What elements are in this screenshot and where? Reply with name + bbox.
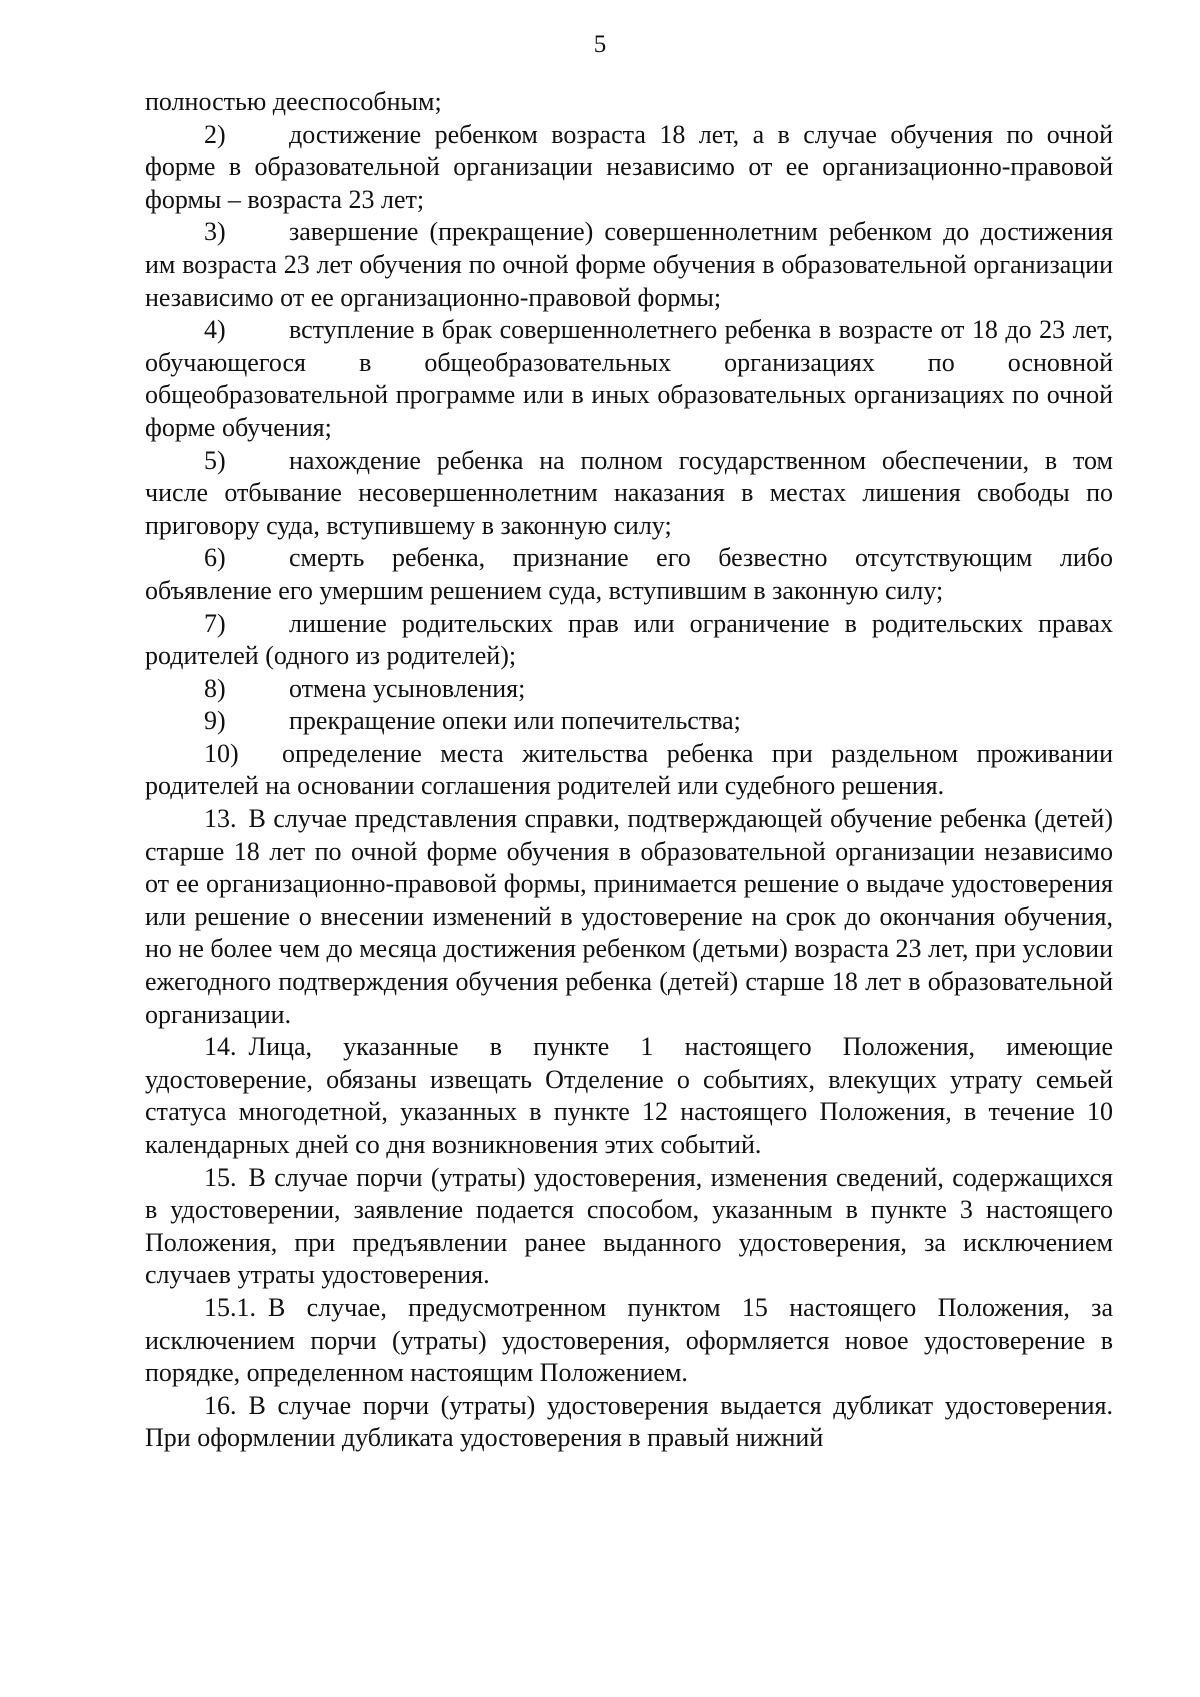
- paragraph-text: полностью дееспособным;: [145, 87, 442, 116]
- document-body: [145, 86, 1113, 1455]
- item-text: определение места жительства ребенка при раздельном проживании родителей на основании соглашения родителей или судебного решения.: [145, 738, 1113, 801]
- page-number: 5: [593, 31, 607, 58]
- item-text: вступление в брак совершеннолетнего ребенка в возрасте от 18 до 23 лет, обучающегося в общеобразовательных организациях по основной общеобразовательной программе или в иных образовательных организациях по очной форме обучения;: [145, 315, 1113, 442]
- item-text: прекращение опеки или попечительства;: [289, 706, 741, 736]
- list-item-7: [145, 608, 1113, 673]
- clause-text: В случае порчи (утраты) удостоверения выдается дубликат удостоверения. При оформлении дубликата удостоверения в правый нижний: [145, 1390, 1113, 1453]
- item-number: 10): [204, 738, 239, 768]
- clause-number: 16.: [204, 1390, 237, 1420]
- item-number: 4): [204, 315, 226, 345]
- list-item-2: [145, 119, 1113, 217]
- list-item-6: [145, 542, 1113, 607]
- list-item-10: [145, 738, 1113, 803]
- item-text: смерть ребенка, признание его безвестно отсутствующим либо объявление его умершим решением суда, вступившим в законную силу;: [145, 543, 1113, 605]
- item-number: 5): [204, 445, 226, 475]
- clause-number: 15.: [204, 1162, 237, 1192]
- clause-15: [145, 1162, 1113, 1292]
- list-item-8: [145, 673, 1113, 706]
- item-text: достижение ребенком возраста 18 лет, а в случае обучения по очной форме в образовательной организации независимо от ее организационно-правовой формы – возраста 23 лет;: [145, 119, 1113, 214]
- item-text: завершение (прекращение) совершеннолетним ребенком до достижения им возраста 23 лет обучения по очной форме обучения в образовательной организации независимо от ее организационно-правовой формы;: [145, 217, 1113, 312]
- item-number: 8): [204, 673, 226, 703]
- clause-14: [145, 1031, 1113, 1161]
- item-number: 7): [204, 608, 226, 638]
- clause-number: 13.: [204, 804, 237, 834]
- clause-text: В случае представления справки, подтверждающей обучение ребенка (детей) старше 18 лет по очной форме обучения в образовательной организации независимо от ее организационно-правовой формы, принимается решение о выдаче удостоверения или решение о внесении изменений в удостоверение на срок до окончания обучения, но не более чем до месяца достижения ребенком (детьми) возраста 23 лет, при условии ежегодного подтверждения обучения ребенка (детей) старше 18 лет в образовательной организации.: [145, 804, 1113, 1029]
- item-number: 9): [204, 706, 226, 736]
- item-text: нахождение ребенка на полном государственном обеспечении, в том числе отбывание несовершеннолетним наказания в местах лишения свободы по приговору суда, вступившему в законную силу;: [145, 445, 1113, 540]
- item-number: 2): [204, 119, 226, 149]
- item-text: отмена усыновления;: [289, 673, 526, 703]
- list-item-4: [145, 314, 1113, 444]
- list-item-3: [145, 216, 1113, 314]
- clause-text: В случае порчи (утраты) удостоверения, изменения сведений, содержащихся в удостоверении, заявление подается способом, указанным в пункте 3 настоящего Положения, при предъявлении ранее выданного удостоверения, за исключением случаев утраты удостоверения.: [145, 1162, 1113, 1290]
- clause-16: [145, 1390, 1113, 1455]
- list-item-9: [145, 705, 1113, 738]
- clause-13: [145, 803, 1113, 1031]
- clause-15-1: [145, 1292, 1113, 1390]
- paragraph-continuation: [145, 86, 1113, 119]
- item-number: 6): [204, 543, 226, 573]
- clause-text: В случае, предусмотренном пунктом 15 настоящего Положения, за исключением порчи (утраты) удостоверения, оформляется новое удостоверение в порядке, определенном настоящим Положением.: [145, 1292, 1113, 1388]
- clause-text: Лица, указанные в пункте 1 настоящего Положения, имеющие удостоверение, обязаны извещать Отделение о событиях, влекущих утрату семьей статуса многодетной, указанных в пункте 12 настоящего Положения, в течение 10 календарных дней со дня возникновения этих событий.: [145, 1032, 1113, 1159]
- clause-number: 14.: [204, 1032, 237, 1062]
- item-text: лишение родительских прав или ограничение в родительских правах родителей (одного из родителей);: [145, 608, 1113, 671]
- list-item-5: [145, 445, 1113, 543]
- clause-number: 15.1.: [204, 1292, 256, 1322]
- item-number: 3): [204, 217, 226, 247]
